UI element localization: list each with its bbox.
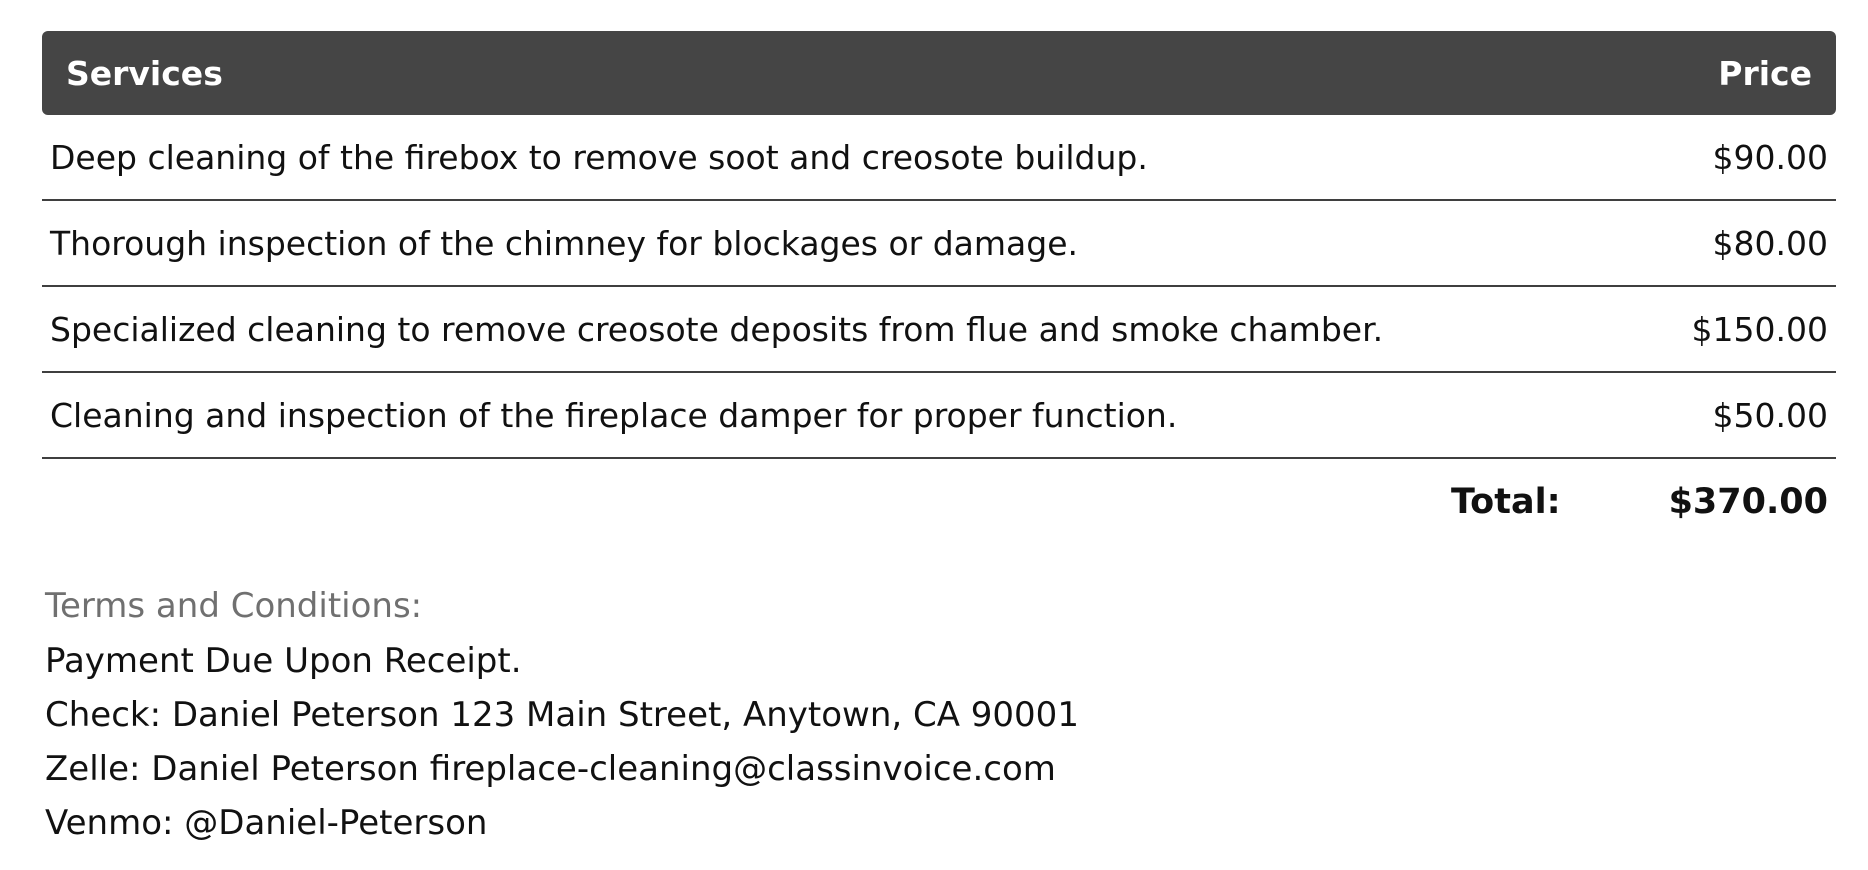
total-row [42, 459, 1836, 545]
table-row [42, 287, 1836, 373]
service-description: Specialized cleaning to remove creosote deposits from flue and smoke chamber. [50, 309, 1384, 349]
price-column-header: Price [1718, 53, 1812, 93]
table-row [42, 373, 1836, 459]
service-price: $150.00 [1691, 309, 1828, 349]
services-column-header: Services [66, 53, 223, 93]
total-value: $370.00 [1668, 482, 1828, 522]
terms-venmo-info: Venmo: @Daniel-Peterson [45, 803, 488, 843]
table-row [42, 201, 1836, 287]
table-row [42, 115, 1836, 201]
terms-section [45, 578, 1245, 850]
service-description: Deep cleaning of the firebox to remove soot and creosote buildup. [50, 137, 1148, 177]
terms-check-info: Check: Daniel Peterson 123 Main Street, Anytown, CA 90001 [45, 695, 1079, 735]
services-table [42, 31, 1836, 545]
service-description: Cleaning and inspection of the fireplace damper for proper function. [50, 395, 1178, 435]
service-price: $50.00 [1712, 395, 1828, 435]
terms-zelle-info: Zelle: Daniel Peterson fireplace-cleaning@classinvoice.com [45, 749, 1056, 789]
terms-title: Terms and Conditions: [45, 586, 423, 626]
service-price: $90.00 [1712, 137, 1828, 177]
total-label: Total: [1450, 482, 1561, 522]
service-price: $80.00 [1712, 223, 1828, 263]
table-header [42, 31, 1836, 115]
terms-payment-due: Payment Due Upon Receipt. [45, 641, 522, 681]
service-description: Thorough inspection of the chimney for blockages or damage. [50, 223, 1079, 263]
